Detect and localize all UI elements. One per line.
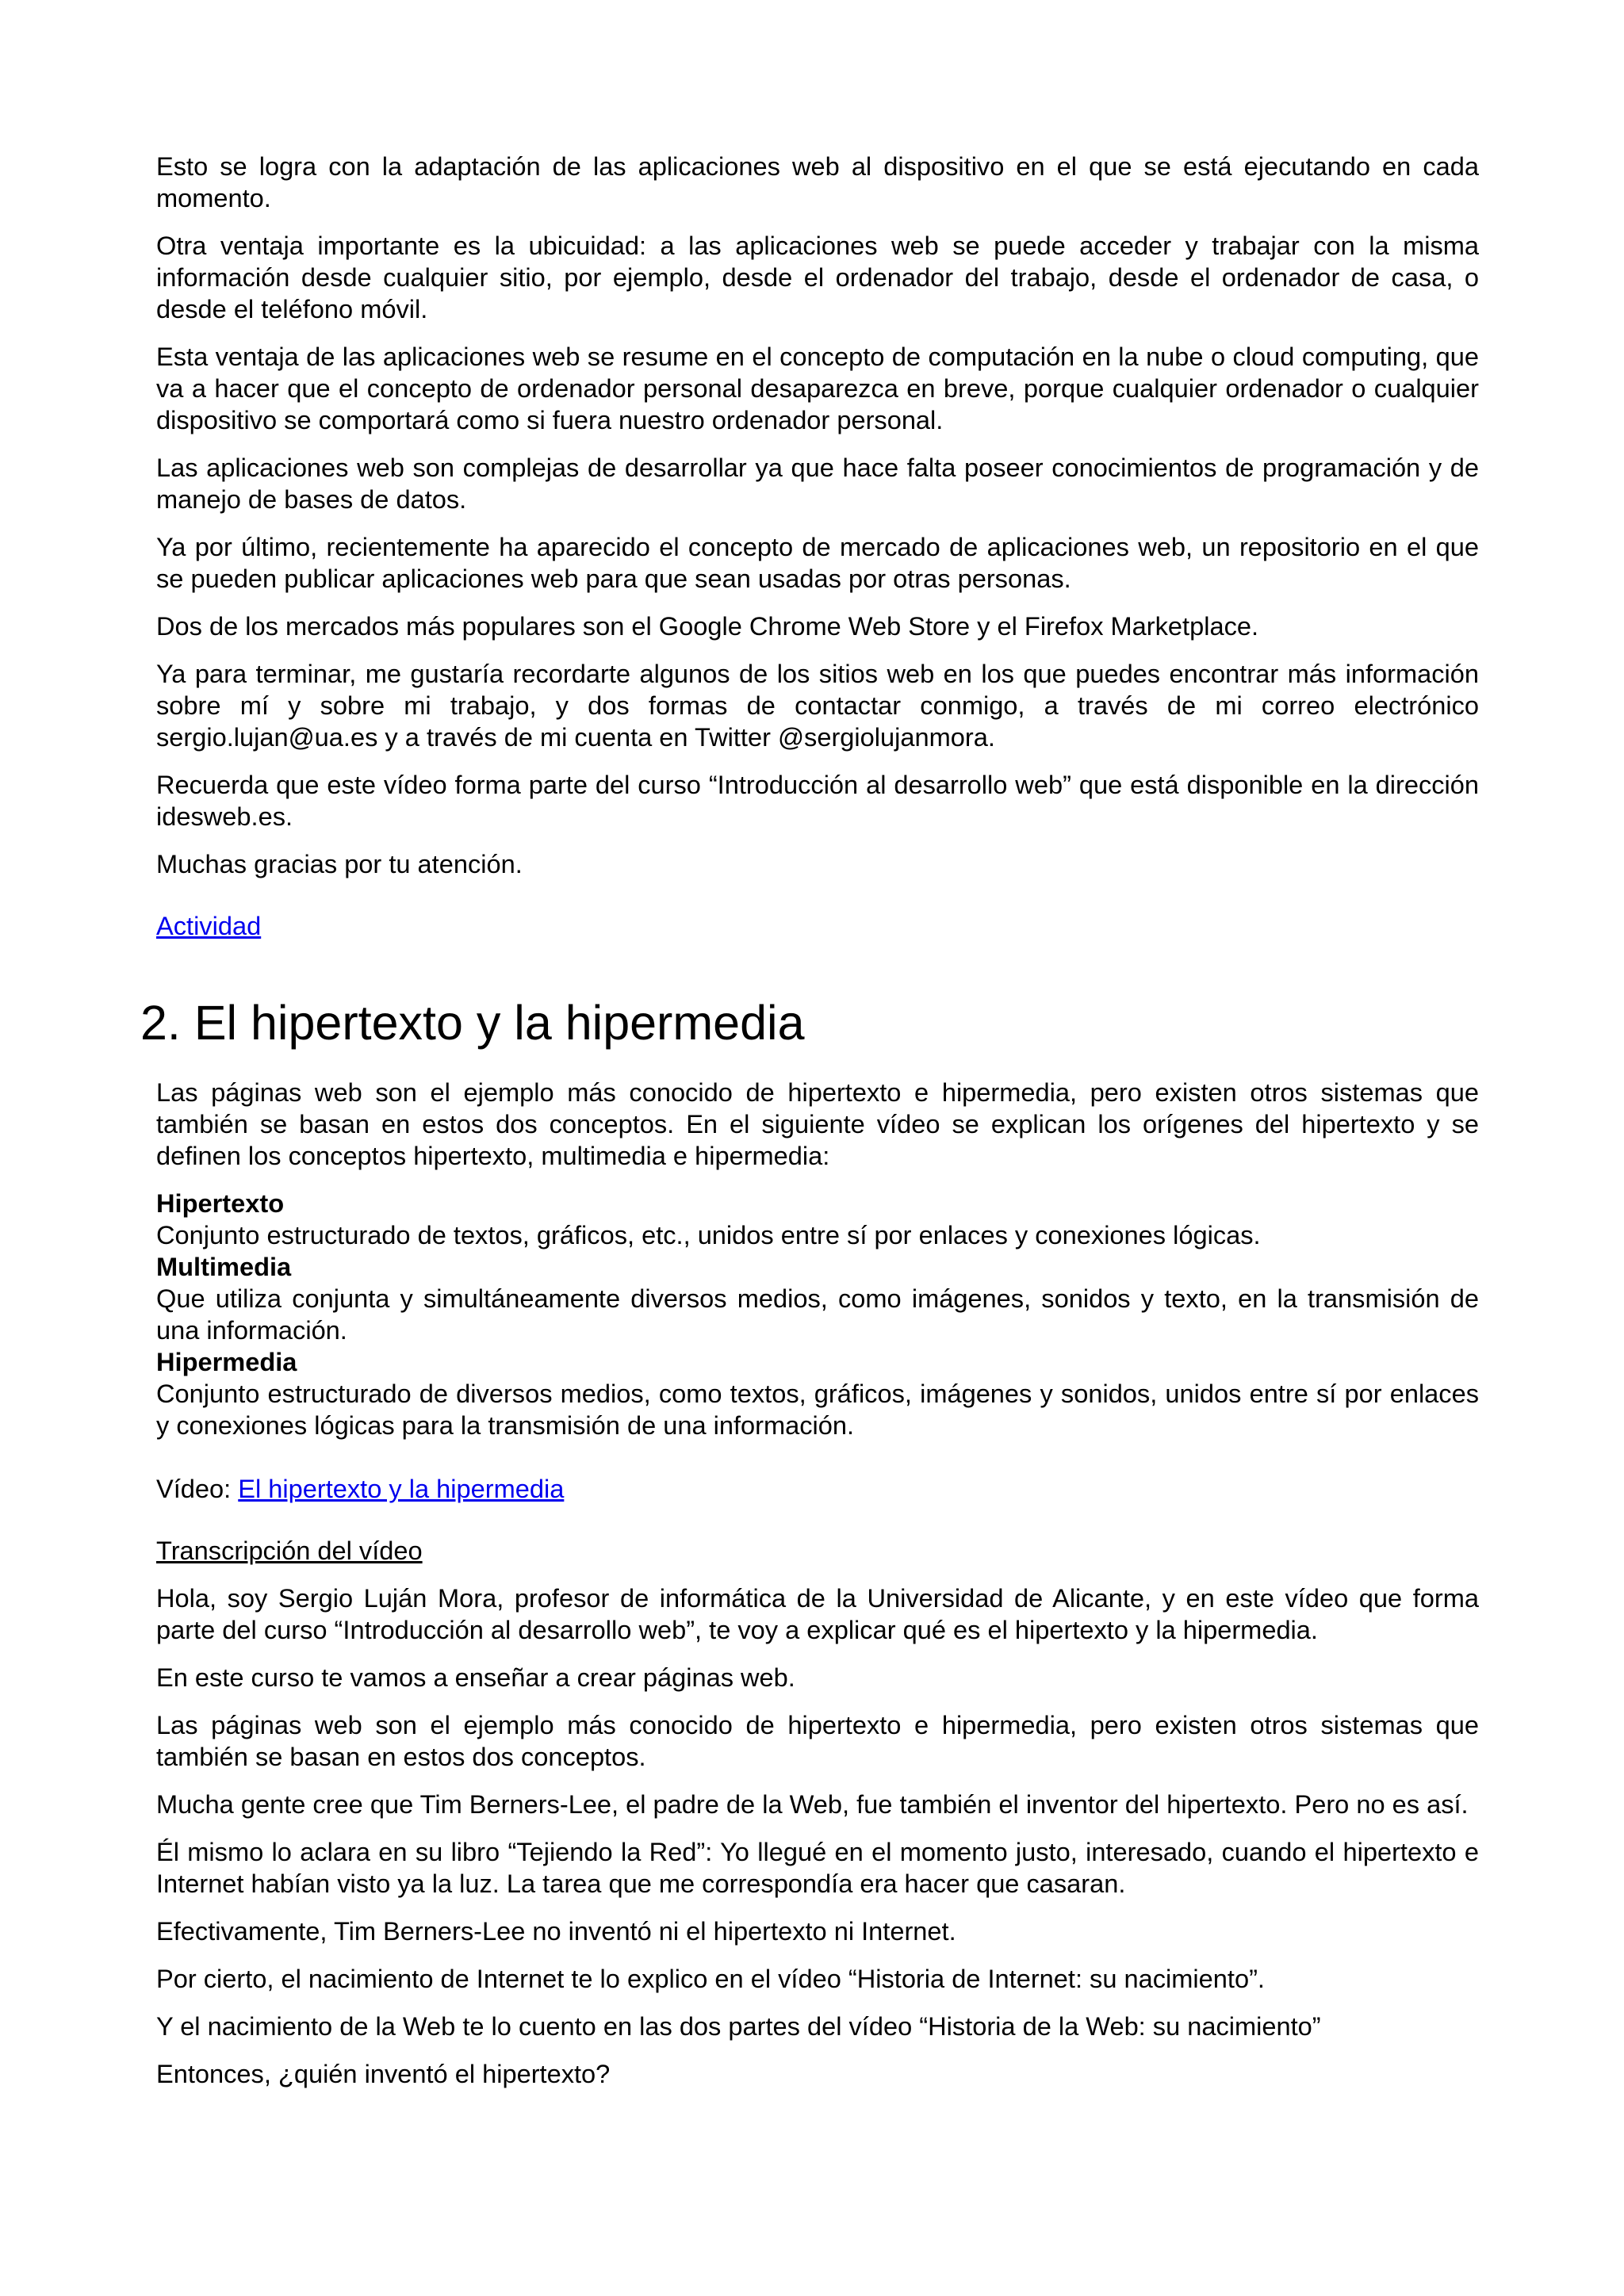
body-paragraph: Dos de los mercados más populares son el Google Chrome Web Store y el Firefox Marketplace. (156, 611, 1259, 641)
transcript-paragraph: Y el nacimiento de la Web te lo cuento en las dos partes del vídeo “Historia de la Web: su nacimiento” (156, 2011, 1321, 2041)
video-line (156, 1473, 1479, 1505)
activity-link[interactable]: Actividad (156, 911, 262, 940)
transcript-paragraph: Mucha gente cree que Tim Berners-Lee, el padre de la Web, fue también el inventor del hipertexto. Pero no es así. (156, 1789, 1469, 1819)
definition-text: Conjunto estructurado de textos, gráficos, etc., unidos entre sí por enlaces y conexiones lógicas. (156, 1220, 1261, 1249)
body-paragraph: Esto se logra con la adaptación de las aplicaciones web al dispositivo en el que se está ejecutando en cada momento. (156, 151, 1479, 212)
definition-text: Conjunto estructurado de diversos medios, como textos, gráficos, imágenes y sonidos, unidos entre sí por enlaces y conexiones lógicas para la transmisión de una información. (156, 1379, 1479, 1440)
video-link[interactable]: El hipertexto y la hipermedia (238, 1474, 565, 1503)
section-title: 2. El hipertexto y la hipermedia (140, 996, 805, 1050)
video-label: Vídeo: (156, 1474, 239, 1503)
body-paragraph: Ya por último, recientemente ha aparecido el concepto de mercado de aplicaciones web, un repositorio en el que se pueden publicar aplicaciones web para que sean usadas por otras personas. (156, 532, 1479, 593)
transcript-paragraph: Las páginas web son el ejemplo más conocido de hipertexto e hipermedia, pero existen otros sistemas que también se basan en estos dos conceptos. (156, 1710, 1479, 1771)
transcript-paragraph: Hola, soy Sergio Luján Mora, profesor de informática de la Universidad de Alicante, y en este vídeo que forma parte del curso “Introducción al desarrollo web”, te voy a explicar qué es el hipertexto y la hipermedia. (156, 1583, 1479, 1644)
transcript-paragraph: Él mismo lo aclara en su libro “Tejiendo la Red”: Yo llegué en el momento justo, interesado, cuando el hipertexto e Internet habían visto ya la luz. La tarea que me correspondía era hacer que casaran. (156, 1837, 1479, 1898)
body-paragraph: Recuerda que este vídeo forma parte del curso “Introducción al desarrollo web” que está disponible en la dirección idesweb.es. (156, 770, 1479, 831)
section-intro: Las páginas web son el ejemplo más conocido de hipertexto e hipermedia, pero existen otros sistemas que también se basan en estos dos conceptos. En el siguiente vídeo se explican los orígenes del hipertexto y se definen los conceptos hipertexto, multimedia e hipermedia: (156, 1077, 1479, 1170)
body-paragraph: Otra ventaja importante es la ubicuidad: a las aplicaciones web se puede acceder y trabajar con la misma información desde cualquier sitio, por ejemplo, desde el ordenador del trabajo, desde el ordenador de casa, o desde el teléfono móvil. (156, 231, 1479, 323)
transcript-paragraph: Efectivamente, Tim Berners-Lee no inventó ni el hipertexto ni Internet. (156, 1916, 956, 1946)
definition-text: Que utiliza conjunta y simultáneamente diversos medios, como imágenes, sonidos y texto, en la transmisión de una información. (156, 1284, 1479, 1345)
body-paragraph: Muchas gracias por tu atención. (156, 849, 523, 878)
body-paragraph: Ya para terminar, me gustaría recordarte algunos de los sitios web en los que puedes encontrar más información sobre mí y sobre mi trabajo, y dos formas de contactar conmigo, a través de mi correo electrónico sergio.lujan@ua.es y a través de mi cuenta en Twitter @sergiolujanmora. (156, 659, 1479, 752)
transcript-paragraph: Entonces, ¿quién inventó el hipertexto? (156, 2059, 611, 2088)
transcript-paragraph: En este curso te vamos a enseñar a crear páginas web. (156, 1663, 795, 1692)
transcript-paragraph: Por cierto, el nacimiento de Internet te lo explico en el vídeo “Historia de Internet: su nacimiento”. (156, 1964, 1265, 1993)
definition-term: Hipertexto (156, 1188, 285, 1218)
activity-link-container (156, 910, 1479, 942)
document-page (140, 151, 1479, 2106)
definition-list (156, 1188, 1479, 1441)
transcript-heading: Transcripción del vídeo (156, 1536, 423, 1565)
definition-term: Multimedia (156, 1252, 292, 1281)
body-paragraph: Las aplicaciones web son complejas de desarrollar ya que hace falta poseer conocimientos de programación y de manejo de bases de datos. (156, 453, 1479, 514)
body-paragraph: Esta ventaja de las aplicaciones web se resume en el concepto de computación en la nube o cloud computing, que va a hacer que el concepto de ordenador personal desaparezca en breve, porque cualquier ordenador o cualquier dispositivo se comportará como si fuera nuestro ordenador personal. (156, 342, 1479, 434)
definition-term: Hipermedia (156, 1347, 297, 1376)
